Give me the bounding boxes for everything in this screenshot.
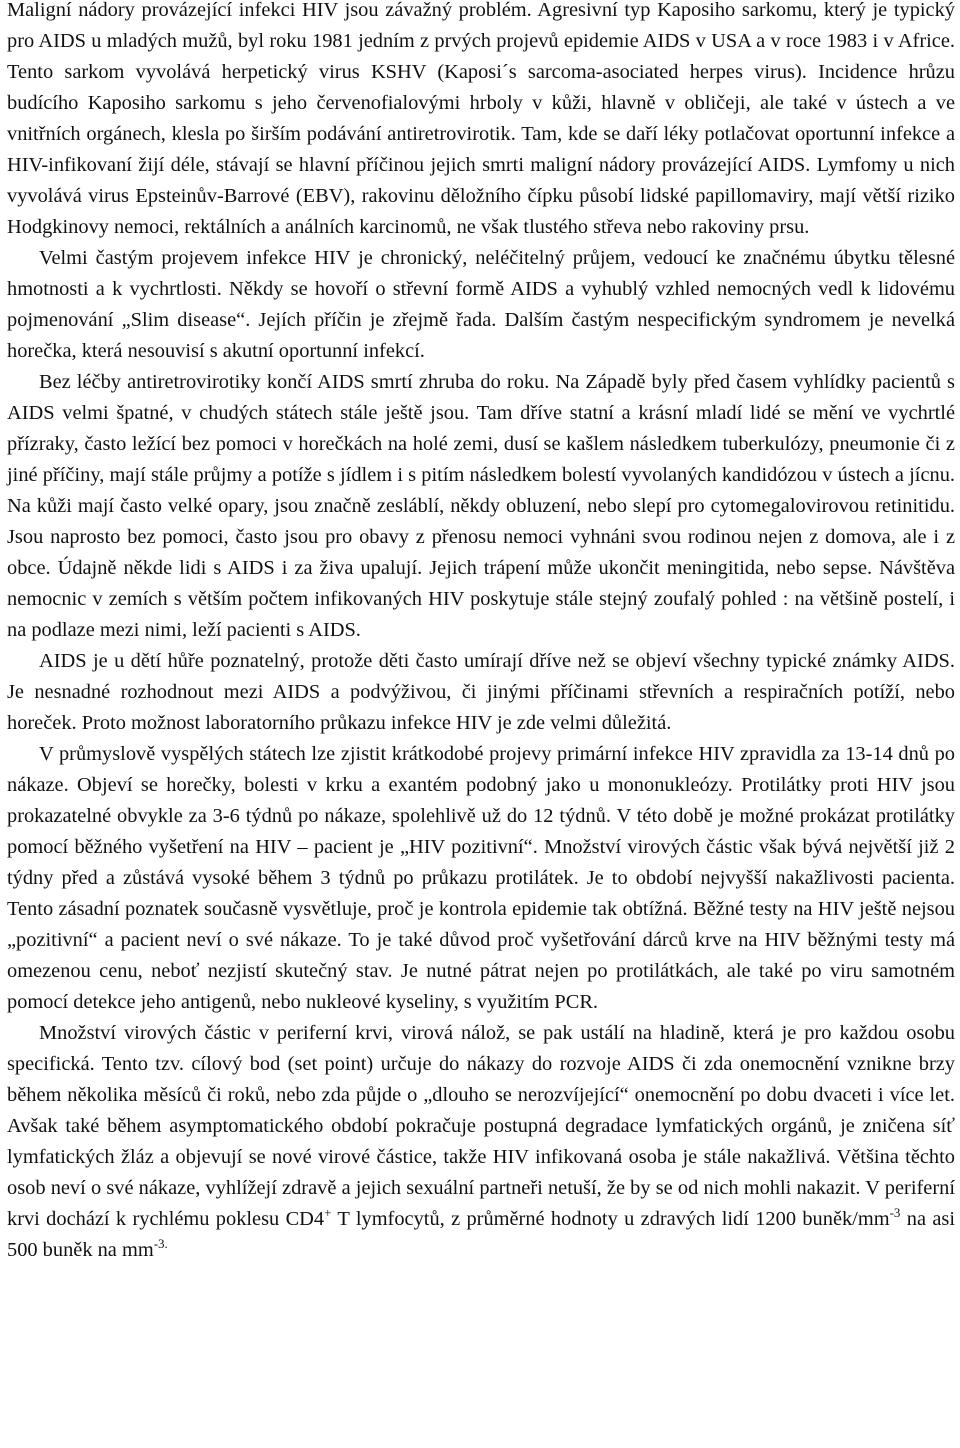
paragraph [7,367,955,646]
superscript: -3 [889,1205,901,1220]
document-page [7,0,955,1266]
paragraph-text: Maligní nádory provázející infekci HIV jsou závažný problém. Agresivní typ Kaposiho sarkomu, který je typický pro AIDS u mladých mužů, byl roku 1981 jedním z prvých projevů epidemie AIDS v USA a v roce 1983 i v Africe. Tento sarkom vyvolává herpetický virus KSHV (Kaposi´s sarcoma-asociated herpes virus). Incidence hrůzu budícího Kaposiho sarkomu s jeho červenofialovými hrboly v kůži, hlavně v obličeji, ale také v ústech a ve vnitřních orgánech, klesla po širším podávání antiretrovirotik. Tam, kde se daří léky potlačovat oportunní infekce a HIV-infikovaní žijí déle, stávají se hlavní příčinou jejich smrti maligní nádory provázející AIDS. Lymfomy u nich vyvolává virus Epsteinův-Barrové (EBV), rakovinu děložního čípku působí lidské papillomaviry, mají větší riziko Hodgkinovy nemoci, rektálních a análních karcinomů, ne však tlustého střeva nebo rakoviny prsu. [7,0,955,238]
paragraph-text: na asi 500 buněk na mm [7,1208,955,1261]
paragraph [7,646,955,739]
paragraph-text: Množství virových částic v periferní krvi, virová nálož, se pak ustálí na hladině, která je pro každou osobu specifická. Tento tzv. cílový bod (set point) určuje do nákazy do rozvoje AIDS či zda onemocnění vznikne brzy během několika měsíců či roků, nebo zda půjde o „dlouho se nerozvíjející“ onemocnění po dobu dvaceti i více let. Avšak také během asymptomatického období pokračuje postupná degradace lymfatických orgánů, je zničena síť lymfatických žláz a objevují se nové virové částice, takže HIV infikovaná osoba je stále nakažlivá. Většina těchto osob neví o své nákaze, vyhlížejí zdravě a jejich sexuální partneři netuší, že by se od nich mohli nakazit. V periferní krvi dochází k rychlému poklesu CD4 [7,1022,955,1230]
paragraph [7,243,955,367]
superscript: + [324,1205,332,1220]
paragraph-text: Bez léčby antiretrovirotiky končí AIDS smrtí zhruba do roku. Na Západě byly před časem vyhlídky pacientů s AIDS velmi špatné, v chudých státech stále ještě jsou. Tam dříve statní a krásní mladí lidé se mění ve vychrtlé přízraky, často ležící bez pomoci v horečkách na holé zemi, dusí se kašlem následkem tuberkulózy, pneumonie či z jiné příčiny, mají stále průjmy a potíže s jídlem i s pitím následkem bolestí vyvolaných kandidózou v ústech a jícnu. Na kůži mají často velké opary, jsou značně zesláblí, někdy obluzení, nebo slepí pro cytomegalovirovou retinitidu. Jsou naprosto bez pomoci, často jsou pro obavy z přenosu nemoci vyhnáni svou rodinou nejen z domova, ale i z obce. Údajně někde lidi s AIDS i za živa upalují. Jejich trápení může ukončit meningitida, nebo sepse. Návštěva nemocnic v zemích s větším počtem infikovaných HIV poskytuje stále stejný zoufalý pohled : na většině postelí, i na podlaze mezi nimi, leží pacienti s AIDS. [7,371,955,641]
superscript: -3. [153,1236,168,1251]
paragraph [7,1018,955,1266]
paragraph-text: Velmi častým projevem infekce HIV je chronický, neléčitelný průjem, vedoucí ke značnému úbytku tělesné hmotnosti a k vychrtlosti. Někdy se hovoří o střevní formě AIDS a vyhublý vzhled nemocných vedl k lidovému pojmenování „Slim disease“. Jejích příčin je zřejmě řada. Dalším častým nespecifickým syndromem je nevelká horečka, která nesouvisí s akutní oportunní infekcí. [7,247,955,362]
paragraph-text: V průmyslově vyspělých státech lze zjistit krátkodobé projevy primární infekce HIV zpravidla za 13-14 dnů po nákaze. Objeví se horečky, bolesti v krku a exantém podobný jako u mononukleózy. Protilátky proti HIV jsou prokazatelné obvykle za 3-6 týdnů po nákaze, spolehlivě už do 12 týdnů. V této době je možné prokázat protilátky pomocí běžného vyšetření na HIV – pacient je „HIV pozitivní“. Množství virových částic však bývá největší již 2 týdny před a zůstává vysoké během 3 týdnů po průkazu protilátek. Je to období nejvyšší nakažlivosti pacienta. Tento zásadní poznatek současně vysvětluje, proč je kontrola epidemie tak obtížná. Běžné testy na HIV ještě nejsou „pozitivní“ a pacient neví o své nákaze. To je také důvod proč vyšetřování dárců krve na HIV běžnými testy má omezenou cenu, neboť nezjistí skutečný stav. Je nutné pátrat nejen po protilátkách, ale také po viru samotném pomocí detekce jeho antigenů, nebo nukleové kyseliny, s využitím PCR. [7,743,955,1013]
paragraph-text: T lymfocytů, z průměrné hodnoty u zdravých lidí 1200 buněk/mm [331,1208,890,1230]
paragraph-text: AIDS je u dětí hůře poznatelný, protože děti často umírají dříve než se objeví všechny typické známky AIDS. Je nesnadné rozhodnout mezi AIDS a podvýživou, či jinými příčinami střevních a respiračních potíží, nebo horeček. Proto možnost laboratorního průkazu infekce HIV je zde velmi důležitá. [7,650,955,734]
paragraph [7,0,955,243]
paragraph [7,739,955,1018]
